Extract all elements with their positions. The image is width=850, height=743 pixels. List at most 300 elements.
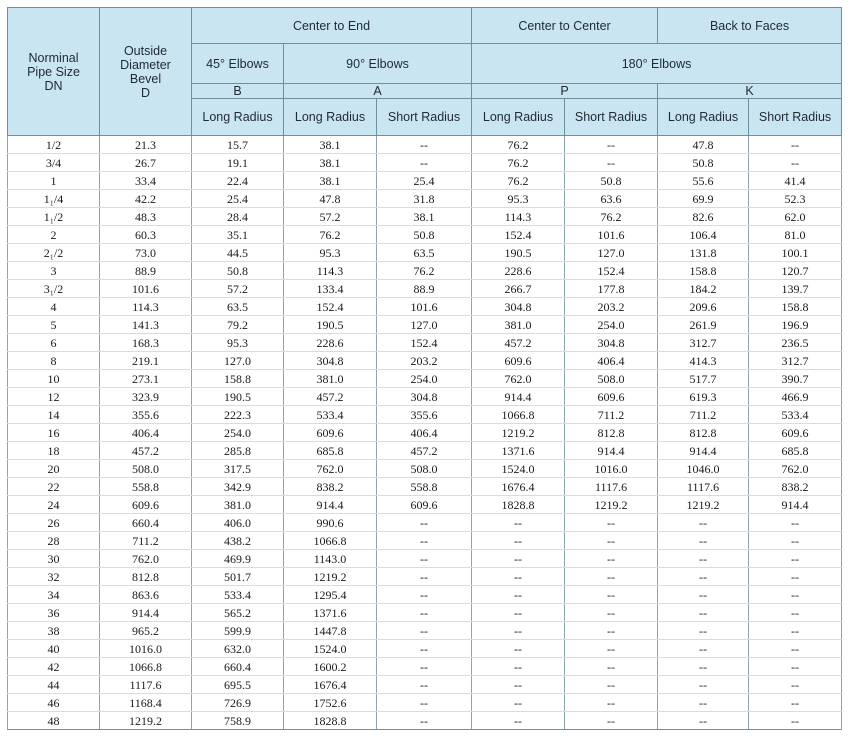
a-short-radius-cell: 508.0 <box>377 460 472 478</box>
a-long-radius-cell: 1066.8 <box>284 532 377 550</box>
k-long-radius-cell: 50.8 <box>658 154 749 172</box>
p-short-radius-cell: -- <box>565 658 658 676</box>
a-long-radius-cell: 685.8 <box>284 442 377 460</box>
k-long-radius-cell: 812.8 <box>658 424 749 442</box>
p-long-radius-cell: -- <box>472 514 565 532</box>
p-long-radius-cell: 914.4 <box>472 388 565 406</box>
k-long-radius-cell: 517.7 <box>658 370 749 388</box>
a-long-radius-cell: 114.3 <box>284 262 377 280</box>
k-short-radius-cell: 762.0 <box>749 460 842 478</box>
a-long-radius-cell: 1676.4 <box>284 676 377 694</box>
k-short-radius-cell: 41.4 <box>749 172 842 190</box>
a-long-radius-cell: 533.4 <box>284 406 377 424</box>
outside-diameter-cell: 762.0 <box>100 550 192 568</box>
p-long-radius-cell: 76.2 <box>472 154 565 172</box>
b-long-radius-cell: 44.5 <box>192 244 284 262</box>
a-long-radius-cell: 1524.0 <box>284 640 377 658</box>
p-long-radius-cell: 266.7 <box>472 280 565 298</box>
k-short-radius-cell: 100.1 <box>749 244 842 262</box>
b-long-radius-cell: 438.2 <box>192 532 284 550</box>
outside-diameter-cell: 711.2 <box>100 532 192 550</box>
p-long-radius-cell: -- <box>472 622 565 640</box>
k-long-radius-cell: 158.8 <box>658 262 749 280</box>
pipe-size-cell: 46 <box>8 694 100 712</box>
p-short-radius-cell: 127.0 <box>565 244 658 262</box>
pipe-size-header-line: DN <box>44 78 63 93</box>
b-long-radius-cell: 469.9 <box>192 550 284 568</box>
p-long-radius-cell: -- <box>472 532 565 550</box>
p-long-radius-cell: 95.3 <box>472 190 565 208</box>
a-long-radius-cell: 47.8 <box>284 190 377 208</box>
pipe-size-cell: 16 <box>8 424 100 442</box>
k-long-radius-cell: 711.2 <box>658 406 749 424</box>
outside-diameter-header-line: D <box>140 85 151 100</box>
pipe-size-cell: 44 <box>8 676 100 694</box>
table-row <box>8 424 842 442</box>
a-long-radius-cell: 1752.6 <box>284 694 377 712</box>
a-long-radius-cell: 95.3 <box>284 244 377 262</box>
a-short-radius-cell: -- <box>377 658 472 676</box>
k-short-radius-cell: 390.7 <box>749 370 842 388</box>
b-long-radius-cell: 285.8 <box>192 442 284 460</box>
pipe-size-cell: 8 <box>8 352 100 370</box>
outside-diameter-cell: 1168.4 <box>100 694 192 712</box>
b-long-radius-cell: 758.9 <box>192 712 284 730</box>
k-short-radius-cell: -- <box>749 154 842 172</box>
outside-diameter-cell: 73.0 <box>100 244 192 262</box>
p-long-radius-cell: -- <box>472 640 565 658</box>
elbows-45-header: 45° Elbows <box>192 44 284 84</box>
outside-diameter-cell: 965.2 <box>100 622 192 640</box>
k-short-radius-cell: 838.2 <box>749 478 842 496</box>
p-long-radius-cell: 228.6 <box>472 262 565 280</box>
table-row <box>8 532 842 550</box>
elbow-dimensions-table <box>7 7 842 730</box>
b-long-radius-cell: 406.0 <box>192 514 284 532</box>
table-row <box>8 514 842 532</box>
k-long-radius-cell: 184.2 <box>658 280 749 298</box>
a-long-radius-cell: 133.4 <box>284 280 377 298</box>
outside-diameter-cell: 114.3 <box>100 298 192 316</box>
a-long-radius-cell: 1828.8 <box>284 712 377 730</box>
k-short-radius-cell: -- <box>749 676 842 694</box>
a-long-radius-cell: 38.1 <box>284 172 377 190</box>
p-long-radius-cell: 190.5 <box>472 244 565 262</box>
b-long-radius-cell: 695.5 <box>192 676 284 694</box>
pipe-size-cell: 42 <box>8 658 100 676</box>
pipe-size-cell: 10 <box>8 370 100 388</box>
outside-diameter-cell: 219.1 <box>100 352 192 370</box>
pipe-size-cell: 1 <box>8 172 100 190</box>
b-long-radius-cell: 22.4 <box>192 172 284 190</box>
pipe-size-header-line: Pipe Size <box>27 64 80 79</box>
b-long-radius-cell: 254.0 <box>192 424 284 442</box>
p-short-radius-cell: 1016.0 <box>565 460 658 478</box>
p-long-radius-cell: 1676.4 <box>472 478 565 496</box>
a-short-radius-cell: -- <box>377 640 472 658</box>
outside-diameter-cell: 60.3 <box>100 226 192 244</box>
pipe-size-cell: 3₁/2 <box>8 280 100 298</box>
k-long-radius-cell: 414.3 <box>658 352 749 370</box>
a-short-radius-cell: 304.8 <box>377 388 472 406</box>
k-short-radius-cell: 120.7 <box>749 262 842 280</box>
p-short-radius-cell: -- <box>565 568 658 586</box>
outside-diameter-cell: 48.3 <box>100 208 192 226</box>
b-long-radius-cell: 726.9 <box>192 694 284 712</box>
b-long-radius-cell: 127.0 <box>192 352 284 370</box>
k-long-radius-cell: -- <box>658 550 749 568</box>
table-row <box>8 694 842 712</box>
k-long-radius-cell: 619.3 <box>658 388 749 406</box>
k-short-radius-cell: -- <box>749 694 842 712</box>
b-long-radius-cell: 660.4 <box>192 658 284 676</box>
k-short-radius-cell: -- <box>749 604 842 622</box>
k-short-radius-cell: 62.0 <box>749 208 842 226</box>
k-short-radius-cell: -- <box>749 658 842 676</box>
b-long-radius-cell: 19.1 <box>192 154 284 172</box>
k-short-radius-cell: 158.8 <box>749 298 842 316</box>
outside-diameter-cell: 42.2 <box>100 190 192 208</box>
center-to-end-header: Center to End <box>192 8 472 44</box>
outside-diameter-header-line: Bevel <box>129 71 162 86</box>
pipe-size-cell: 1/2 <box>8 136 100 154</box>
pipe-size-cell: 3 <box>8 262 100 280</box>
p-short-radius-cell: -- <box>565 136 658 154</box>
p-short-radius-cell: 508.0 <box>565 370 658 388</box>
a-long-radius-header: Long Radius <box>284 99 377 136</box>
a-long-radius-cell: 38.1 <box>284 136 377 154</box>
a-long-radius-cell: 304.8 <box>284 352 377 370</box>
a-short-radius-cell: 457.2 <box>377 442 472 460</box>
k-long-radius-cell: -- <box>658 586 749 604</box>
a-short-radius-cell: -- <box>377 694 472 712</box>
b-long-radius-cell: 57.2 <box>192 280 284 298</box>
p-long-radius-cell: -- <box>472 604 565 622</box>
pipe-size-cell: 1₁/2 <box>8 208 100 226</box>
a-short-radius-cell: 88.9 <box>377 280 472 298</box>
p-long-radius-cell: 304.8 <box>472 298 565 316</box>
table-row <box>8 676 842 694</box>
table-row <box>8 352 842 370</box>
k-short-radius-cell: -- <box>749 136 842 154</box>
k-long-radius-cell: -- <box>658 568 749 586</box>
a-short-radius-cell: -- <box>377 676 472 694</box>
table-row <box>8 442 842 460</box>
outside-diameter-cell: 863.6 <box>100 586 192 604</box>
p-short-radius-cell: -- <box>565 550 658 568</box>
p-short-radius-cell: 63.6 <box>565 190 658 208</box>
a-long-radius-cell: 190.5 <box>284 316 377 334</box>
p-short-radius-cell: -- <box>565 676 658 694</box>
outside-diameter-cell: 914.4 <box>100 604 192 622</box>
p-short-radius-cell: 152.4 <box>565 262 658 280</box>
k-long-radius-cell: 131.8 <box>658 244 749 262</box>
table-row <box>8 460 842 478</box>
b-long-radius-cell: 501.7 <box>192 568 284 586</box>
pipe-size-cell: 6 <box>8 334 100 352</box>
a-short-radius-cell: -- <box>377 514 472 532</box>
b-long-radius-cell: 222.3 <box>192 406 284 424</box>
p-long-radius-cell: -- <box>472 550 565 568</box>
outside-diameter-header <box>100 8 192 136</box>
b-long-radius-cell: 50.8 <box>192 262 284 280</box>
a-short-radius-cell: -- <box>377 586 472 604</box>
p-short-radius-cell: 914.4 <box>565 442 658 460</box>
p-short-radius-cell: 1219.2 <box>565 496 658 514</box>
table-row <box>8 370 842 388</box>
b-long-radius-cell: 599.9 <box>192 622 284 640</box>
table-row <box>8 154 842 172</box>
k-short-radius-cell: 685.8 <box>749 442 842 460</box>
pipe-size-cell: 38 <box>8 622 100 640</box>
p-short-radius-cell: 101.6 <box>565 226 658 244</box>
a-short-radius-cell: -- <box>377 550 472 568</box>
a-short-radius-cell: 31.8 <box>377 190 472 208</box>
a-short-radius-cell: -- <box>377 568 472 586</box>
p-short-radius-cell: -- <box>565 604 658 622</box>
pipe-size-cell: 22 <box>8 478 100 496</box>
outside-diameter-cell: 26.7 <box>100 154 192 172</box>
p-short-radius-cell: 76.2 <box>565 208 658 226</box>
k-short-radius-cell: 609.6 <box>749 424 842 442</box>
table-row <box>8 406 842 424</box>
p-short-radius-cell: -- <box>565 586 658 604</box>
outside-diameter-cell: 609.6 <box>100 496 192 514</box>
dimension-b-header: B <box>192 84 284 99</box>
k-long-radius-cell: 1117.6 <box>658 478 749 496</box>
table-row <box>8 478 842 496</box>
center-to-center-header: Center to Center <box>472 8 658 44</box>
outside-diameter-cell: 1117.6 <box>100 676 192 694</box>
b-long-radius-cell: 95.3 <box>192 334 284 352</box>
k-long-radius-cell: 261.9 <box>658 316 749 334</box>
a-long-radius-cell: 1447.8 <box>284 622 377 640</box>
k-long-radius-cell: 82.6 <box>658 208 749 226</box>
pipe-size-cell: 34 <box>8 586 100 604</box>
p-long-radius-cell: -- <box>472 676 565 694</box>
b-long-radius-cell: 533.4 <box>192 586 284 604</box>
table-row <box>8 208 842 226</box>
p-short-radius-cell: -- <box>565 640 658 658</box>
k-short-radius-cell: -- <box>749 640 842 658</box>
k-short-radius-cell: 312.7 <box>749 352 842 370</box>
table-row <box>8 334 842 352</box>
pipe-size-cell: 28 <box>8 532 100 550</box>
p-long-radius-cell: 114.3 <box>472 208 565 226</box>
b-long-radius-cell: 158.8 <box>192 370 284 388</box>
p-short-radius-cell: -- <box>565 694 658 712</box>
p-short-radius-cell: -- <box>565 532 658 550</box>
k-short-radius-cell: 533.4 <box>749 406 842 424</box>
a-long-radius-cell: 762.0 <box>284 460 377 478</box>
p-short-radius-cell: 177.8 <box>565 280 658 298</box>
k-long-radius-cell: 209.6 <box>658 298 749 316</box>
p-long-radius-cell: 152.4 <box>472 226 565 244</box>
k-short-radius-cell: 196.9 <box>749 316 842 334</box>
a-long-radius-cell: 152.4 <box>284 298 377 316</box>
table-row <box>8 658 842 676</box>
table-row <box>8 226 842 244</box>
table-row <box>8 172 842 190</box>
p-long-radius-cell: -- <box>472 712 565 730</box>
a-short-radius-cell: 50.8 <box>377 226 472 244</box>
a-long-radius-cell: 1371.6 <box>284 604 377 622</box>
a-long-radius-cell: 457.2 <box>284 388 377 406</box>
k-long-radius-cell: -- <box>658 622 749 640</box>
pipe-size-cell: 40 <box>8 640 100 658</box>
table-row <box>8 604 842 622</box>
k-long-radius-cell: -- <box>658 694 749 712</box>
table-row <box>8 298 842 316</box>
outside-diameter-header-line: Outside <box>123 43 168 58</box>
a-short-radius-cell: 254.0 <box>377 370 472 388</box>
outside-diameter-cell: 273.1 <box>100 370 192 388</box>
p-short-radius-cell: -- <box>565 622 658 640</box>
k-short-radius-cell: 466.9 <box>749 388 842 406</box>
a-short-radius-cell: -- <box>377 604 472 622</box>
k-short-radius-cell: 914.4 <box>749 496 842 514</box>
b-long-radius-cell: 15.7 <box>192 136 284 154</box>
table-row <box>8 190 842 208</box>
a-long-radius-cell: 914.4 <box>284 496 377 514</box>
table-row <box>8 136 842 154</box>
pipe-size-cell: 2 <box>8 226 100 244</box>
k-short-radius-header: Short Radius <box>749 99 842 136</box>
b-long-radius-header: Long Radius <box>192 99 284 136</box>
k-short-radius-cell: 139.7 <box>749 280 842 298</box>
p-short-radius-cell: 406.4 <box>565 352 658 370</box>
outside-diameter-cell: 88.9 <box>100 262 192 280</box>
b-long-radius-cell: 632.0 <box>192 640 284 658</box>
k-long-radius-header: Long Radius <box>658 99 749 136</box>
k-long-radius-cell: -- <box>658 514 749 532</box>
pipe-size-cell: 30 <box>8 550 100 568</box>
outside-diameter-cell: 812.8 <box>100 568 192 586</box>
a-long-radius-cell: 76.2 <box>284 226 377 244</box>
p-long-radius-cell: 762.0 <box>472 370 565 388</box>
pipe-size-cell: 1₁/4 <box>8 190 100 208</box>
pipe-size-header <box>8 8 100 136</box>
pipe-size-cell: 4 <box>8 298 100 316</box>
a-short-radius-cell: -- <box>377 622 472 640</box>
a-long-radius-cell: 1143.0 <box>284 550 377 568</box>
table-row <box>8 388 842 406</box>
p-long-radius-cell: -- <box>472 568 565 586</box>
dimension-a-header: A <box>284 84 472 99</box>
a-short-radius-cell: 101.6 <box>377 298 472 316</box>
pipe-size-cell: 14 <box>8 406 100 424</box>
k-long-radius-cell: 47.8 <box>658 136 749 154</box>
outside-diameter-cell: 1219.2 <box>100 712 192 730</box>
p-long-radius-cell: 381.0 <box>472 316 565 334</box>
a-short-radius-cell: 127.0 <box>377 316 472 334</box>
p-long-radius-cell: 1066.8 <box>472 406 565 424</box>
outside-diameter-cell: 355.6 <box>100 406 192 424</box>
k-long-radius-cell: -- <box>658 604 749 622</box>
k-long-radius-cell: -- <box>658 676 749 694</box>
outside-diameter-cell: 1016.0 <box>100 640 192 658</box>
table-row <box>8 316 842 334</box>
p-long-radius-cell: 1828.8 <box>472 496 565 514</box>
p-short-radius-cell: -- <box>565 514 658 532</box>
p-short-radius-cell: 50.8 <box>565 172 658 190</box>
outside-diameter-header-line: Diameter <box>120 57 171 72</box>
b-long-radius-cell: 565.2 <box>192 604 284 622</box>
p-long-radius-cell: -- <box>472 586 565 604</box>
dimension-p-header: P <box>472 84 658 99</box>
pipe-size-cell: 5 <box>8 316 100 334</box>
elbow-dimensions-table-wrapper <box>7 7 842 730</box>
a-short-radius-cell: 25.4 <box>377 172 472 190</box>
pipe-size-cell: 24 <box>8 496 100 514</box>
b-long-radius-cell: 25.4 <box>192 190 284 208</box>
p-long-radius-cell: -- <box>472 658 565 676</box>
k-short-radius-cell: -- <box>749 712 842 730</box>
b-long-radius-cell: 28.4 <box>192 208 284 226</box>
a-long-radius-cell: 990.6 <box>284 514 377 532</box>
pipe-size-cell: 20 <box>8 460 100 478</box>
p-long-radius-cell: 1524.0 <box>472 460 565 478</box>
table-row <box>8 712 842 730</box>
p-short-radius-cell: -- <box>565 712 658 730</box>
p-long-radius-cell: 76.2 <box>472 172 565 190</box>
pipe-size-cell: 12 <box>8 388 100 406</box>
k-short-radius-cell: -- <box>749 532 842 550</box>
table-row <box>8 496 842 514</box>
a-short-radius-cell: 38.1 <box>377 208 472 226</box>
a-long-radius-cell: 1295.4 <box>284 586 377 604</box>
a-short-radius-cell: -- <box>377 712 472 730</box>
outside-diameter-cell: 323.9 <box>100 388 192 406</box>
k-long-radius-cell: 312.7 <box>658 334 749 352</box>
b-long-radius-cell: 381.0 <box>192 496 284 514</box>
a-short-radius-cell: 558.8 <box>377 478 472 496</box>
pipe-size-cell: 18 <box>8 442 100 460</box>
table-row <box>8 244 842 262</box>
k-long-radius-cell: 1046.0 <box>658 460 749 478</box>
a-short-radius-cell: 76.2 <box>377 262 472 280</box>
dimension-k-header: K <box>658 84 842 99</box>
a-long-radius-cell: 609.6 <box>284 424 377 442</box>
p-short-radius-cell: 609.6 <box>565 388 658 406</box>
a-short-radius-cell: 355.6 <box>377 406 472 424</box>
k-long-radius-cell: 1219.2 <box>658 496 749 514</box>
pipe-size-cell: 32 <box>8 568 100 586</box>
a-short-radius-cell: 609.6 <box>377 496 472 514</box>
k-long-radius-cell: -- <box>658 640 749 658</box>
k-short-radius-cell: 236.5 <box>749 334 842 352</box>
elbows-180-header: 180° Elbows <box>472 44 842 84</box>
p-long-radius-cell: 76.2 <box>472 136 565 154</box>
k-short-radius-cell: -- <box>749 622 842 640</box>
p-short-radius-cell: 254.0 <box>565 316 658 334</box>
table-row <box>8 280 842 298</box>
p-short-radius-cell: 711.2 <box>565 406 658 424</box>
pipe-size-cell: 3/4 <box>8 154 100 172</box>
p-long-radius-cell: 1219.2 <box>472 424 565 442</box>
k-short-radius-cell: 52.3 <box>749 190 842 208</box>
pipe-size-cell: 2₁/2 <box>8 244 100 262</box>
table-row <box>8 640 842 658</box>
k-long-radius-cell: -- <box>658 712 749 730</box>
k-short-radius-cell: -- <box>749 586 842 604</box>
b-long-radius-cell: 63.5 <box>192 298 284 316</box>
a-short-radius-cell: 152.4 <box>377 334 472 352</box>
k-long-radius-cell: 55.6 <box>658 172 749 190</box>
table-row <box>8 262 842 280</box>
b-long-radius-cell: 35.1 <box>192 226 284 244</box>
a-long-radius-cell: 381.0 <box>284 370 377 388</box>
